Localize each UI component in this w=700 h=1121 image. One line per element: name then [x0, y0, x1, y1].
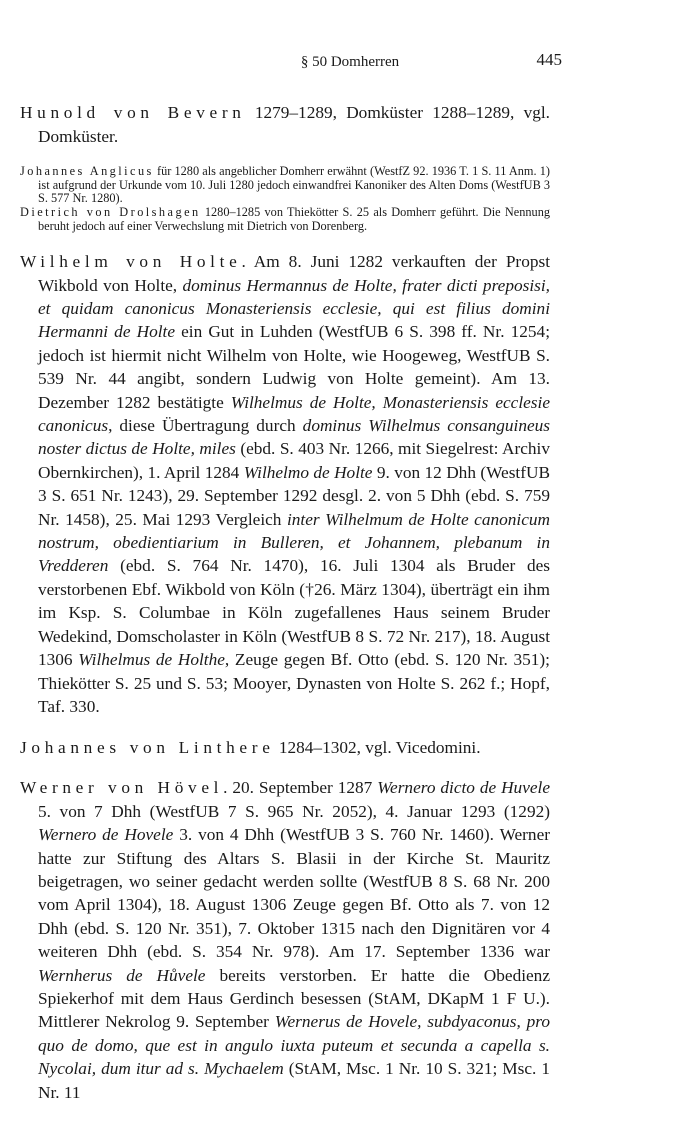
entry-hunold-von-bevern	[20, 101, 550, 148]
entry-text: 1284–1302, vgl. Vicedomini.	[274, 737, 481, 757]
entry-text	[38, 778, 550, 1101]
latin-quote: Wernerus de Hovele, subdyaconus, pro quo de domo, que est in angulo iuxta puteum et secunda a capella s. Nycolai, dum itur ad s. Mychaelem	[38, 1012, 550, 1079]
latin-quote: Wilhelmus de Holthe	[78, 650, 225, 670]
latin-quote: Wernherus de Hůvele	[38, 965, 206, 985]
text-run: 9. von 12 Dhh (WestfUB 3 S. 651 Nr. 1243), 29. September 1292 desgl. 2. von 5 Dhh (ebd. S. 759 Nr. 1458), 25. Mai 1293 Vergleich	[38, 462, 550, 529]
entry-text	[38, 252, 550, 716]
latin-quote: Wilhelmus de Holte, Monasteriensis ecclesie canonicus	[38, 392, 551, 436]
text-run: 5. von 7 Dhh (WestfUB 7 S. 965 Nr. 2052), 4. Januar 1293 (1292)	[38, 801, 550, 821]
latin-quote: Wilhelmo de Holte	[243, 462, 373, 482]
text-run: ein Gut in Luhden (WestfUB 6 S. 398 ff. Nr. 1254; jedoch ist hiermit nicht Wilhelm von Holte, wie Hoogeweg, WestfUB S. 539 Nr. 44 angibt, sondern Ludwig von Holte gemeint). Am 13. Dezember 1282 bestätigte	[38, 322, 550, 412]
entry-name: Johannes Anglicus	[20, 164, 154, 179]
entry-johannes-anglicus	[20, 165, 550, 205]
text-run: (ebd. S. 764 Nr. 1470), 16. Juli 1304 als Bruder des verstorbenen Ebf. Wikbold von Köln (†26. März 1304), überträgt ein ihm im Ksp. S. Columbae in Köln zugefallenes Haus seinem Bruder Wedekind, Domscholaster in Köln (WestfUB 8 S. 72 Nr. 217), 18. August 1306	[38, 556, 550, 670]
text-run: bereits verstorben. Er hatte die Obedienz Spiekerhof mit dem Haus Gerdinch besessen (StAM, DKapM 1 F U.). Mittlerer Nekrolog 9. September	[38, 965, 550, 1032]
section-title: § 50 Domherren	[300, 54, 400, 70]
entry-text: 1280–1285 von Thiekötter S. 25 als Domherr geführt. Die Nennung beruht jedoch auf einer Verwechslung mit Dietrich von Dorenberg.	[38, 205, 550, 233]
entry-dietrich-von-drolshagen	[20, 206, 550, 233]
latin-quote: Wernero de Hovele	[38, 825, 174, 845]
entry-name: Werner von Hövel	[20, 778, 224, 798]
entry-name: Dietrich von Drolshagen	[20, 205, 201, 220]
entry-name: Hunold von Bevern	[20, 103, 246, 123]
text-run: . Am 8. Juni 1282 verkauften der Propst Wikbold von Holte,	[38, 252, 550, 295]
latin-quote: dominus Hermannus de Holte, frater dicti preposisi, et quidam canonicus Monasteriensis ecclesie, qui est filius domini Hermanni de Holte	[38, 275, 550, 342]
entry-text: für 1280 als angeblicher Domherr erwähnt (WestfZ 92. 1936 T. 1 S. 11 Anm. 1) ist aufgrund der Urkunde vom 10. Juli 1280 jedoch einwandfrei Kanoniker des Alten Doms (WestfUB 3 S. 577 Nr. 1280).	[38, 164, 550, 205]
text-run: . 20. September 1287	[223, 778, 378, 798]
entry-werner-von-hoevel	[20, 776, 550, 1104]
page-number: 445	[536, 50, 562, 69]
text-run: (StAM, Msc. 1 Nr. 10 S. 321; Msc. 1 Nr. 11	[38, 1059, 550, 1102]
entry-johannes-von-linthere	[20, 736, 550, 759]
text-run: (ebd. S. 403 Nr. 1266, mit Siegelrest: Archiv Obernkirchen), 1. April 1284	[38, 439, 550, 482]
latin-quote: dominus Wilhelmus consanguineus noster dictus de Holte, miles	[38, 416, 550, 459]
text-run: , diese Übertragung durch	[108, 416, 303, 436]
text-run: 3. von 4 Dhh (WestfUB 3 S. 760 Nr. 1460). Werner hatte zur Stiftung des Altars S. Blasii in der Kirche St. Mauritz beigetragen, wo seiner gedacht werden sollte (WestfUB 8 S. 68 Nr. 200 vom April 1304), 18. August 1306 Zeuge gegen Bf. Otto als 7. von 12 Dhh (ebd. S. 120 Nr. 351), 7. Oktober 1315 nach den Dignitären vor 4 weiteren Dhh (ebd. S. 354 Nr. 978). Am 17. September 1336 war	[38, 825, 550, 962]
entry-text: 1279–1289, Domküster 1288–1289, vgl. Domküster.	[38, 103, 550, 146]
entry-name: Wilhelm von Holte	[20, 252, 242, 272]
entry-wilhelm-von-holte	[20, 250, 550, 718]
text-run: , Zeuge gegen Bf. Otto (ebd. S. 120 Nr. 351); Thiekötter S. 25 und S. 53; Mooyer, Dynasten von Holte S. 262 f.; Hopf, Taf. 330.	[38, 650, 550, 716]
latin-quote: Wernero dicto de Huvele	[377, 778, 551, 798]
entry-name: Johannes von Linthere	[20, 737, 275, 757]
latin-quote: inter Wilhelmum de Holte canonicum nostrum, obedientiarium in Bulleren, et Johannem, plebanum in Vredderen	[38, 509, 550, 576]
entry-list	[20, 84, 550, 1121]
running-header	[0, 50, 700, 74]
